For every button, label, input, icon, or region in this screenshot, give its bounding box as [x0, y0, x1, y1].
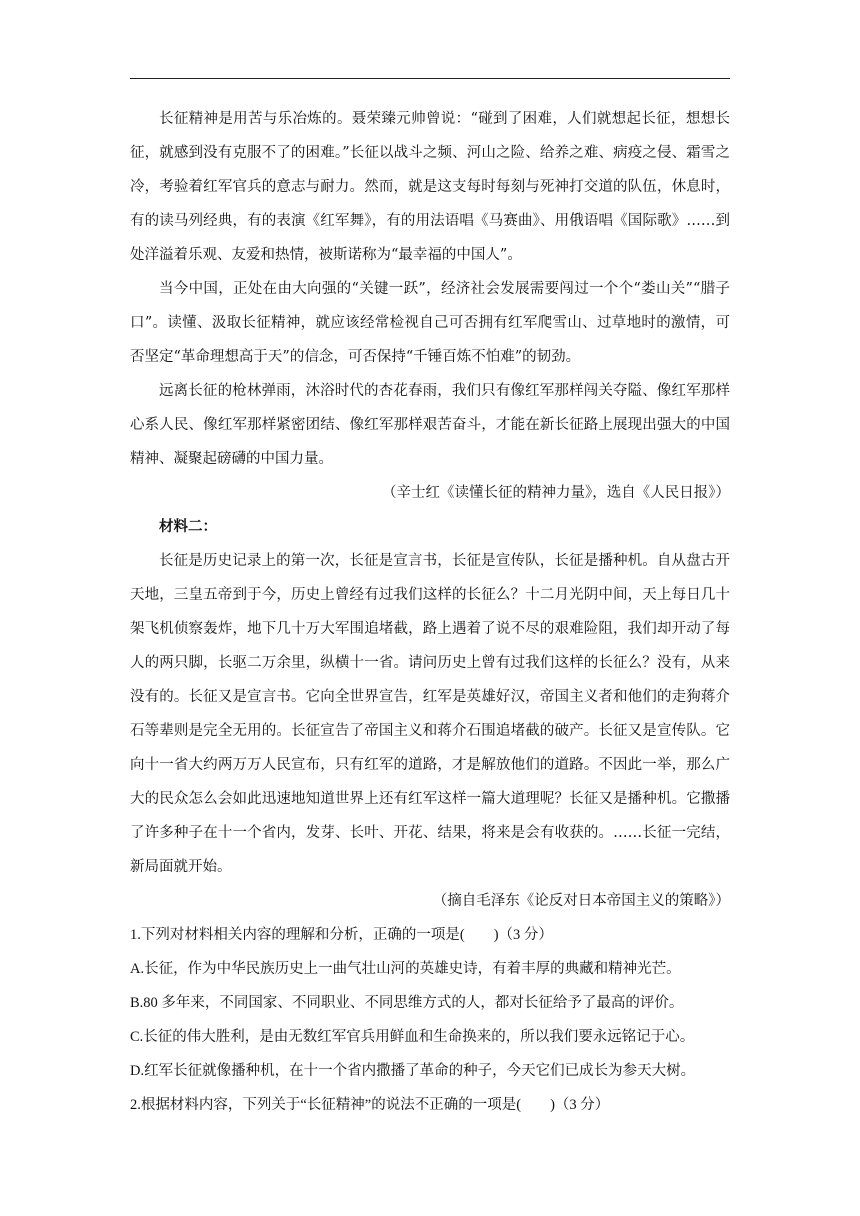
material-two-heading: 材料二： — [159, 518, 217, 535]
header-rule — [130, 78, 730, 79]
question-1-option-d: D.红军长征就像播种机，在十一个省内撒播了革命的种子，今天它们已成长为参天大树。 — [130, 1063, 696, 1079]
question-1: 1.下列对材料相关内容的理解和分析，正确的一项是( )（3 分） — [130, 927, 553, 943]
question-1-option-a: A.长征，作为中华民族历史上一曲气壮山河的英雄史诗，有着丰厚的典藏和精神光芒。 — [130, 961, 681, 977]
document-body — [130, 102, 730, 1122]
material-one-paragraph-3: 远离长征的枪林弹雨，沐浴时代的杏花春雨，我们只有像红军那样闯关夺隘、像红军那样心系人民、像红军那样紧密团结、像红军那样艰苦奋斗，才能在新长征路上展现出强大的中国精神、凝聚起磅礴的中国力量。 — [130, 383, 730, 467]
question-2: 2.根据材料内容，下列关于“长征精神”的说法不正确的一项是( )（3 分） — [130, 1097, 610, 1113]
material-two-paragraph: 长征是历史记录上的第一次，长征是宣言书，长征是宣传队，长征是播种机。自从盘古开天地，三皇五帝到于今，历史上曾经有过我们这样的长征么？十二月光阴中间，天上每日几十架飞机侦察轰炸，地下几十万大军围追堵截，路上遇着了说不尽的艰难险阻，我们却开动了每人的两只脚，长驱二万余里，纵横十一省。请问历史上曾有过我们这样的长征么？没有，从来没有的。长征又是宣言书。它向全世界宣告，红军是英雄好汉，帝国主义者和他们的走狗蒋介石等辈则是完全无用的。长征宣告了帝国主义和蒋介石围追堵截的破产。长征又是宣传队。它向十一省大约两万万人民宣布，只有红军的道路，才是解放他们的道路。不因此一举，那么广大的民众怎么会如此迅速地知道世界上还有红军这样一篇大道理呢？长征又是播种机。它撒播了许多种子在十一个省内，发芽、长叶、开花、结果，将来是会有收获的。……长征一完结，新局面就开始。 — [130, 553, 730, 875]
material-one-paragraph-1: 长征精神是用苦与乐冶炼的。聂荣臻元帅曾说：“碰到了困难，人们就想起长征，想想长征，就感到没有克服不了的困难。”长征以战斗之频、河山之险、给养之难、病疫之侵、霜雪之冷，考验着红军官兵的意志与耐力。然而，就是这支每时每刻与死神打交道的队伍，休息时，有的读马列经典，有的表演《红军舞》，有的用法语唱《马赛曲》、用俄语唱《国际歌》……到处洋溢着乐观、友爱和热情，被斯诺称为“最幸福的中国人”。 — [130, 111, 730, 263]
material-two-source: （摘自毛泽东《论反对日本帝国主义的策略》） — [432, 893, 730, 909]
question-1-option-b: B.80 多年来，不同国家、不同职业、不同思维方式的人，都对长征给予了最高的评价。 — [130, 995, 684, 1011]
material-one-paragraph-2: 当今中国，正处在由大向强的“关键一跃”，经济社会发展需要闯过一个个“娄山关”“腊子口”。读懂、汲取长征精神，就应该经常检视自己可否拥有红军爬雪山、过草地时的激情，可否坚定“革命理想高于天”的信念，可否保持“千锤百炼不怕难”的韧劲。 — [130, 281, 730, 365]
material-one-source: （辛士红《读懂长征的精神力量》，选自《人民日报》） — [382, 485, 730, 501]
question-1-option-c: C.长征的伟大胜利，是由无数红军官兵用鲜血和生命换来的，所以我们要永远铭记于心。 — [130, 1029, 695, 1045]
